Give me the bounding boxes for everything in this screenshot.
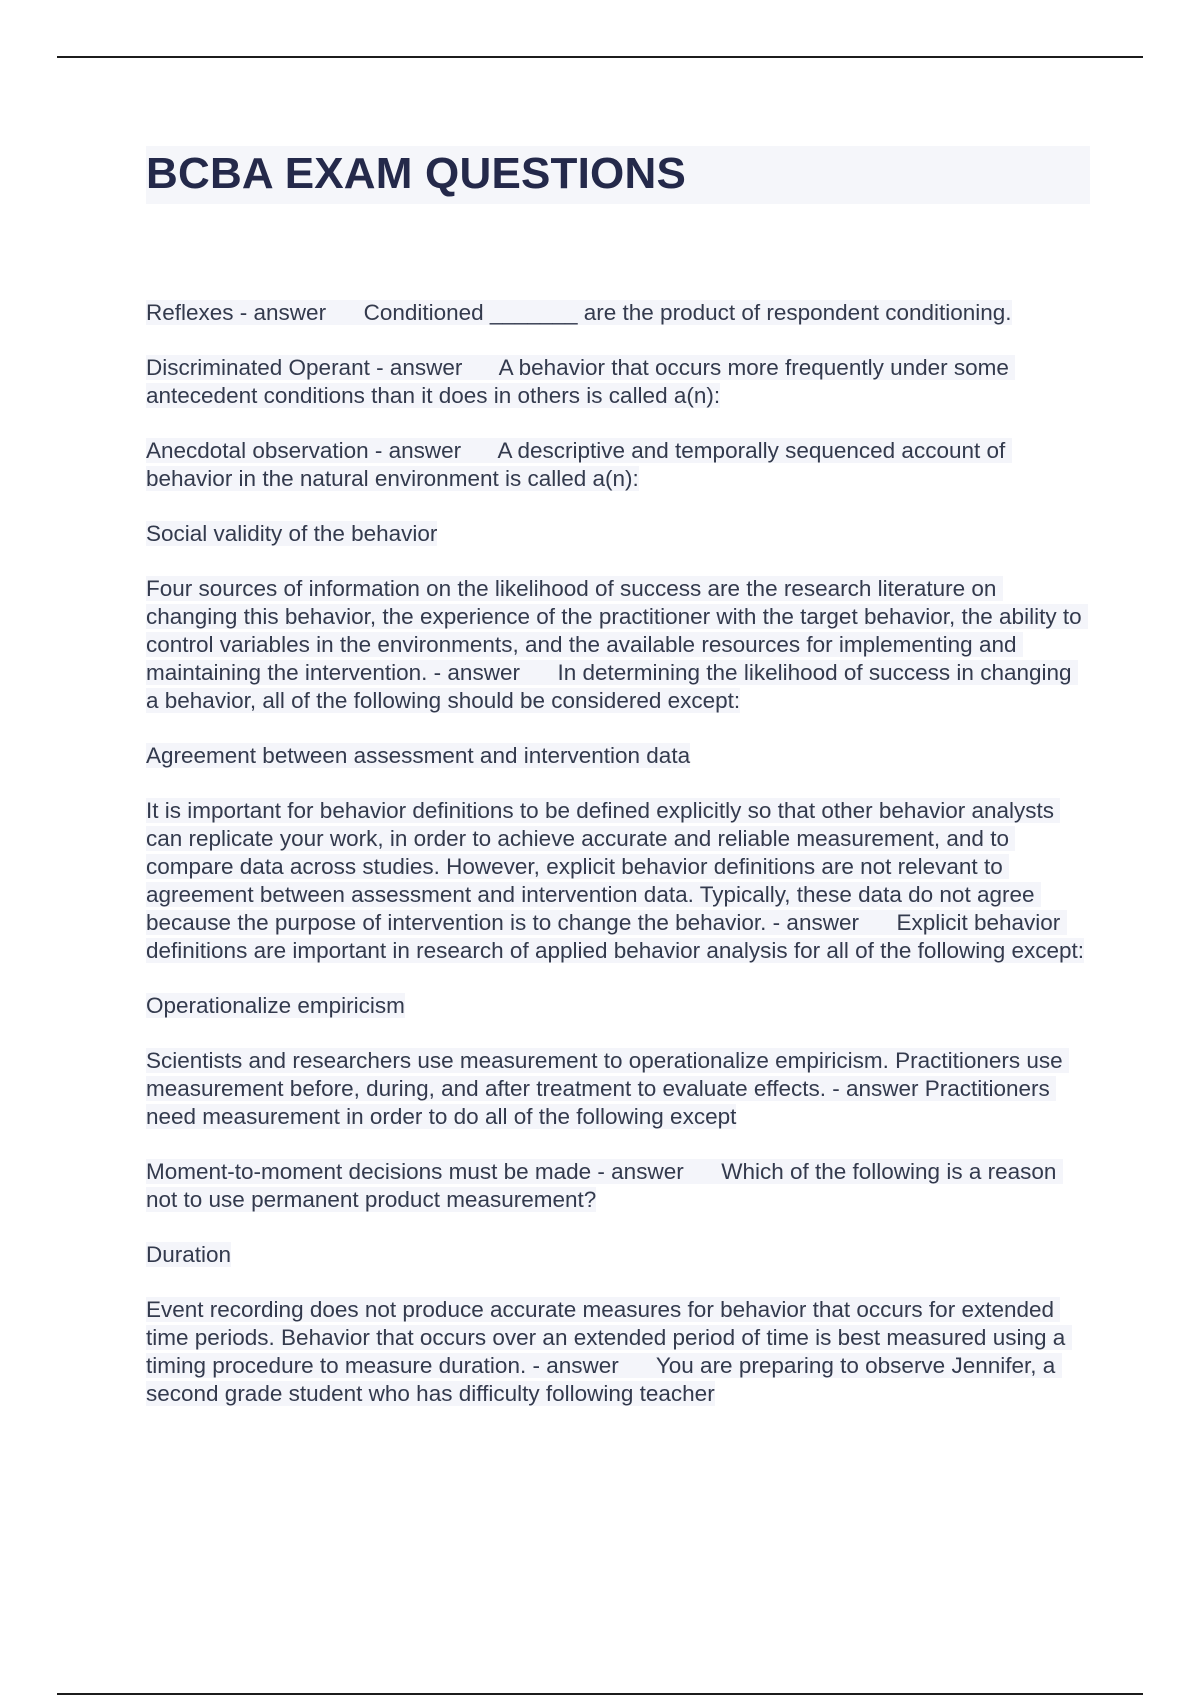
qa-text: Reflexes - answer Conditioned _______ are the product of respondent conditioning.: [146, 300, 1012, 325]
qa-entry: [146, 742, 1090, 770]
top-rule: [57, 56, 1143, 58]
qa-text: Event recording does not produce accurate measures for behavior that occurs for extended time periods. Behavior that occurs over an extended period of time is best measured using a timing procedure to measure duration. - answer You are preparing to observe Jennifer, a second grade student who has difficulty following teacher: [146, 1297, 1072, 1406]
qa-entry: [146, 797, 1090, 965]
page-content: [146, 146, 1090, 1435]
qa-text: Social validity of the behavior: [146, 521, 438, 546]
qa-entry: [146, 1296, 1090, 1408]
qa-entry: [146, 575, 1090, 715]
qa-entry: [146, 437, 1090, 493]
qa-text: Scientists and researchers use measurement to operationalize empiricism. Practitioners use measurement before, during, and after treatment to evaluate effects. - answer Practitioners need measurement in order to do all of the following except: [146, 1048, 1069, 1129]
qa-text: Four sources of information on the likelihood of success are the research literature on changing this behavior, the experience of the practitioner with the target behavior, the ability to control variables in the environments, and the available resources for implementing and maintaining the intervention. - answer In determining the likelihood of success in changing a behavior, all of the following should be considered except:: [146, 576, 1088, 713]
qa-entry: [146, 992, 1090, 1020]
qa-entry: [146, 1047, 1090, 1131]
qa-text: Discriminated Operant - answer A behavior that occurs more frequently under some antecedent conditions than it does in others is called a(n):: [146, 355, 1016, 408]
qa-text: Moment-to-moment decisions must be made - answer Which of the following is a reason not to use permanent product measurement?: [146, 1159, 1063, 1212]
bottom-rule: [57, 1693, 1143, 1695]
qa-entry: [146, 1241, 1090, 1269]
qa-text: Anecdotal observation - answer A descriptive and temporally sequenced account of behavior in the natural environment is called a(n):: [146, 438, 1012, 491]
qa-entry: [146, 354, 1090, 410]
qa-text: Agreement between assessment and intervention data: [146, 743, 691, 768]
qa-entry: [146, 1158, 1090, 1214]
document-title: BCBA EXAM QUESTIONS: [146, 146, 1090, 204]
qa-list: [146, 299, 1090, 1408]
qa-text: It is important for behavior definitions to be defined explicitly so that other behavior analysts can replicate your work, in order to achieve accurate and reliable measurement, and to compare data across studies. However, explicit behavior definitions are not relevant to agreement between assessment and intervention data. Typically, these data do not agree because the purpose of intervention is to change the behavior. - answer Explicit behavior definitions are important in research of applied behavior analysis for all of the following except:: [146, 798, 1085, 963]
qa-text: Duration: [146, 1242, 232, 1267]
qa-entry: [146, 520, 1090, 548]
qa-text: Operationalize empiricism: [146, 993, 405, 1018]
qa-entry: [146, 299, 1090, 327]
